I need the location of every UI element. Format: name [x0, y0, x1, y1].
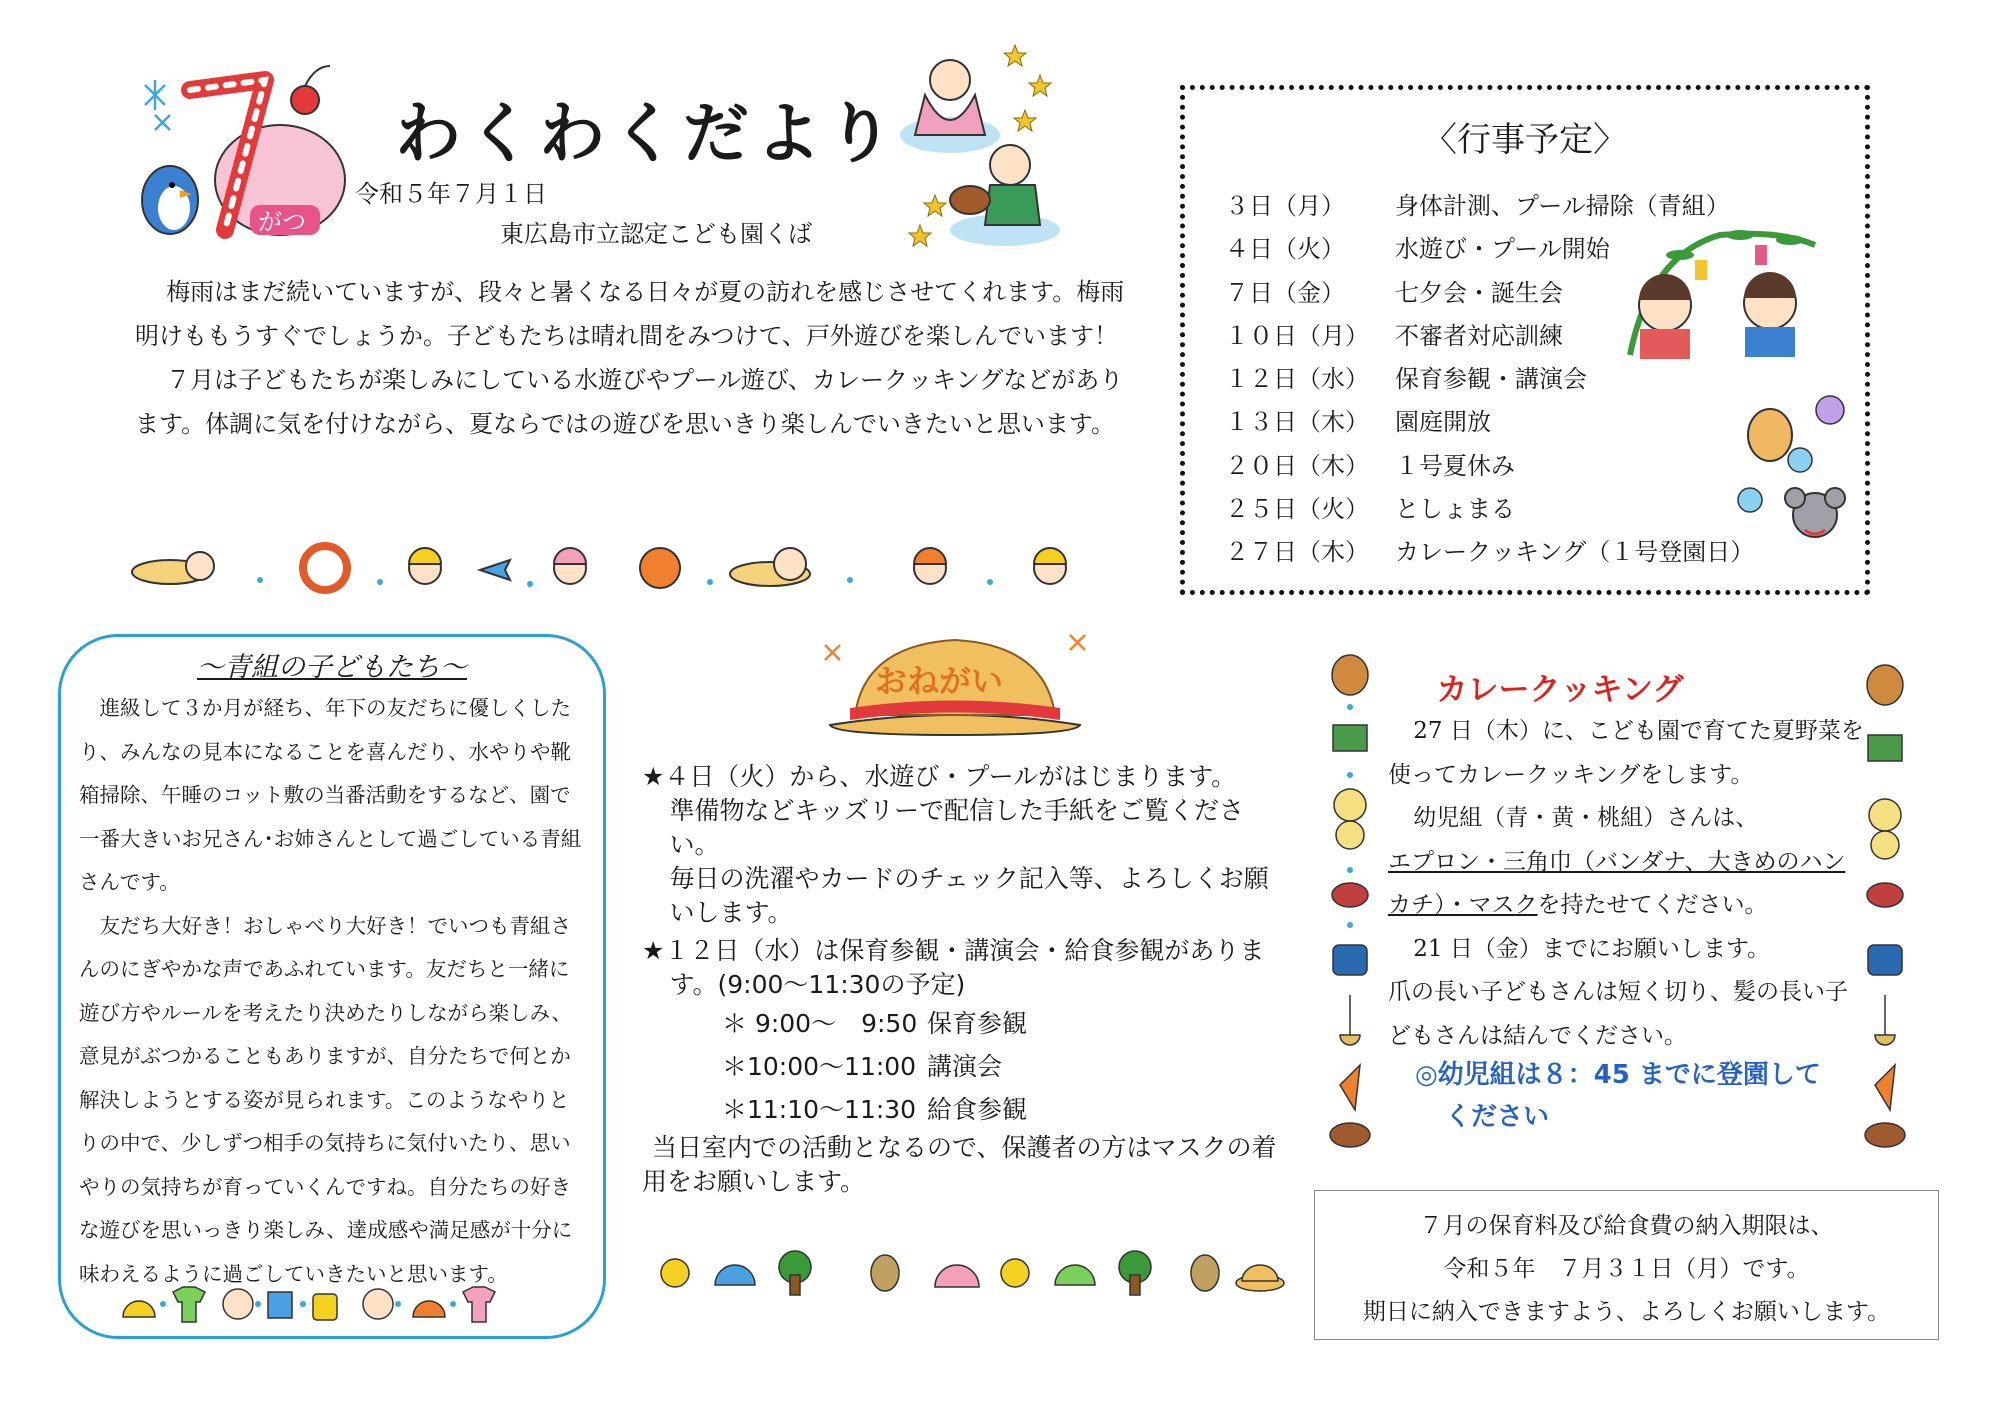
intro-paragraph: ７月は子どもたちが楽しみにしている水遊びやプール遊び、カレークッキングなどがあります。体調に気を付けながら、夏ならではの遊びを思いきり楽しんでいきたいと思います。: [135, 366, 1124, 438]
event-name: としょまる: [1395, 495, 1515, 524]
schedule-row: [642, 1045, 1292, 1088]
blue-group-paragraph: 進級して３か月が経ち、年下の友だちに優しくしたり、みんなの見本になることを喜んだり、水やりや靴箱掃除、午睡のコット敷の当番活動をするなど、園で一番大きいお兄さん･お姉さんとして過ごしている青組さんです。: [79, 696, 582, 894]
request-section: [642, 760, 1292, 1199]
blue-group-text: [79, 687, 589, 1296]
request-banner-hat: [820, 630, 1090, 735]
schedule-time: ＊11:10～11:30: [722, 1095, 917, 1124]
list-item: [1225, 488, 1754, 531]
event-schedule-title: 〈行事予定〉: [1423, 120, 1627, 160]
tanabata-kids-illustration: [1620, 215, 1820, 365]
kids-clothes-border: [118, 1282, 548, 1327]
month-badge-text: がつ: [258, 208, 306, 236]
event-name: １号夏休み: [1395, 451, 1515, 480]
curry-line: 27 日（木）に、こども園で育てた夏野菜を使ってカレークッキングをします。: [1388, 718, 1864, 788]
event-name: 身体計測、プール掃除（青組）: [1395, 192, 1730, 220]
swimming-kids-border: [130, 540, 1110, 600]
schedule-time: ＊10:00～11:00: [722, 1052, 917, 1081]
event-day: ２５日（火）: [1225, 495, 1369, 524]
newsletter-title: わくわくだより: [395, 95, 899, 172]
sparkle-icon: [145, 80, 170, 130]
organization-name: 東広島市立認定こども園くば: [500, 220, 812, 248]
curry-line: 幼児組（青・黄・桃組）さんは、: [1413, 805, 1759, 831]
curry-arrival-note: [1415, 1054, 1875, 1138]
event-name: 七夕会・誕生会: [1395, 278, 1563, 307]
fee-line: 期日に納入できますよう、よろしくお願いします。: [1362, 1299, 1891, 1325]
blue-group-paragraph: 友だち大好き！おしゃべり大好き！でいつも青組さんのにぎやかな声であふれています。友だちと一緒に遊び方やルールを考えたり決めたりしながら楽しみ、意見がぶつかることもありますが、自分たちで何とか解決しようとする姿が見られます。このようなやりとりの中で、少しずつ相手の気持ちに気付いたり、思いやりの気持ちが育っていくんですね。自分たちの好きな遊びを思いっきり楽しみ、達成感や満足感が十分に味わえるように過ごしていきたいと思います。: [79, 913, 573, 1286]
curry-note-line: ◎幼児組は８：45 までに登園して: [1415, 1060, 1821, 1090]
issue-date: 令和５年７月１日: [355, 180, 547, 208]
penguin-icon: [142, 166, 198, 234]
event-name: カレークッキング（１号登園日）: [1395, 538, 1755, 567]
vegetables-left-border: [1325, 655, 1375, 1155]
event-day: ２０日（木）: [1225, 451, 1369, 480]
event-day: １３日（木）: [1225, 408, 1369, 437]
intro-text: [135, 270, 1135, 446]
intro-paragraph: 梅雨はまだ続いていますが、段々と暑くなる日々が夏の訪れを感じさせてくれます。梅雨明けももうすぐでしょうか。子どもたちは晴れ間をみつけて、戸外遊びを楽しんでいます！: [135, 278, 1125, 350]
request-note: 当日室内での活動となるので、保護者の方はマスクの着用をお願いします。: [642, 1133, 1277, 1196]
schedule-row: [642, 1088, 1292, 1131]
curry-line: 21 日（金）までにお願いします。: [1413, 935, 1771, 962]
event-name: 園庭開放: [1395, 408, 1491, 437]
event-day: ２７日（木）: [1225, 538, 1369, 567]
blue-group-title: ～青組の子どもたち～: [197, 652, 467, 683]
month-seven-illustration: [130, 60, 370, 250]
request-item: ★４日（火）から、水遊び・プールがはじまります。: [642, 762, 1237, 791]
curry-line: [1388, 841, 1868, 928]
tanabata-illustration: [895, 35, 1075, 255]
event-day: １０日（月）: [1225, 321, 1369, 350]
request-item-detail: 準備物などキッズリーで配信した手紙をご覧ください。: [669, 796, 1245, 859]
curry-line-tail: を持たせてください。: [1537, 892, 1768, 918]
schedule-label: 保育参観: [927, 1009, 1028, 1038]
event-day: ３日（月）: [1225, 192, 1345, 220]
schedule-label: 講演会: [927, 1052, 1003, 1081]
event-day: ４日（火）: [1225, 235, 1345, 264]
event-name: 水遊び・プール開始: [1395, 235, 1610, 264]
curry-cooking-title: カレークッキング: [1436, 672, 1684, 708]
curry-cooking-text: [1388, 710, 1868, 1058]
list-item: [1225, 401, 1754, 444]
request-item-detail: 毎日の洗濯やカードのチェック記入等、よろしくお願いします。: [669, 864, 1269, 927]
curry-items-required: エプロン・三角巾（バンダナ、大きめのハンカチ）・マスク: [1388, 848, 1846, 918]
fee-notice-box: [1314, 1190, 1939, 1340]
fee-line: ７月の保育料及び給食費の納入期限は、: [1419, 1213, 1834, 1239]
event-day: １２日（水）: [1225, 365, 1369, 394]
curry-line: 爪の長い子どもさんは短く切り、髪の長い子どもさんは結んでください。: [1388, 979, 1848, 1049]
bubbles-animals-illustration: [1730, 380, 1860, 560]
schedule-time: ＊ 9:00～ 9:50: [722, 1009, 918, 1038]
request-item: ★１２日（水）は保育参観・講演会・給食参観があります。(9:00～11:30の予定): [642, 936, 1265, 999]
fee-line: 令和５年 ７月３１日（月）です。: [1443, 1256, 1810, 1282]
request-banner-text: おねがい: [875, 662, 1004, 700]
schedule-row: [642, 1002, 1292, 1045]
event-name: 保育参観・講演会: [1395, 365, 1587, 394]
event-name: 不審者対応訓練: [1395, 321, 1563, 350]
list-item: [1225, 445, 1754, 488]
blue-group-box: [58, 634, 606, 1339]
summer-items-border: [645, 1245, 1285, 1300]
event-day: ７日（金）: [1225, 278, 1345, 307]
curry-note-line: ください: [1445, 1102, 1550, 1132]
list-item: [1225, 531, 1754, 574]
schedule-label: 給食参観: [927, 1095, 1028, 1124]
